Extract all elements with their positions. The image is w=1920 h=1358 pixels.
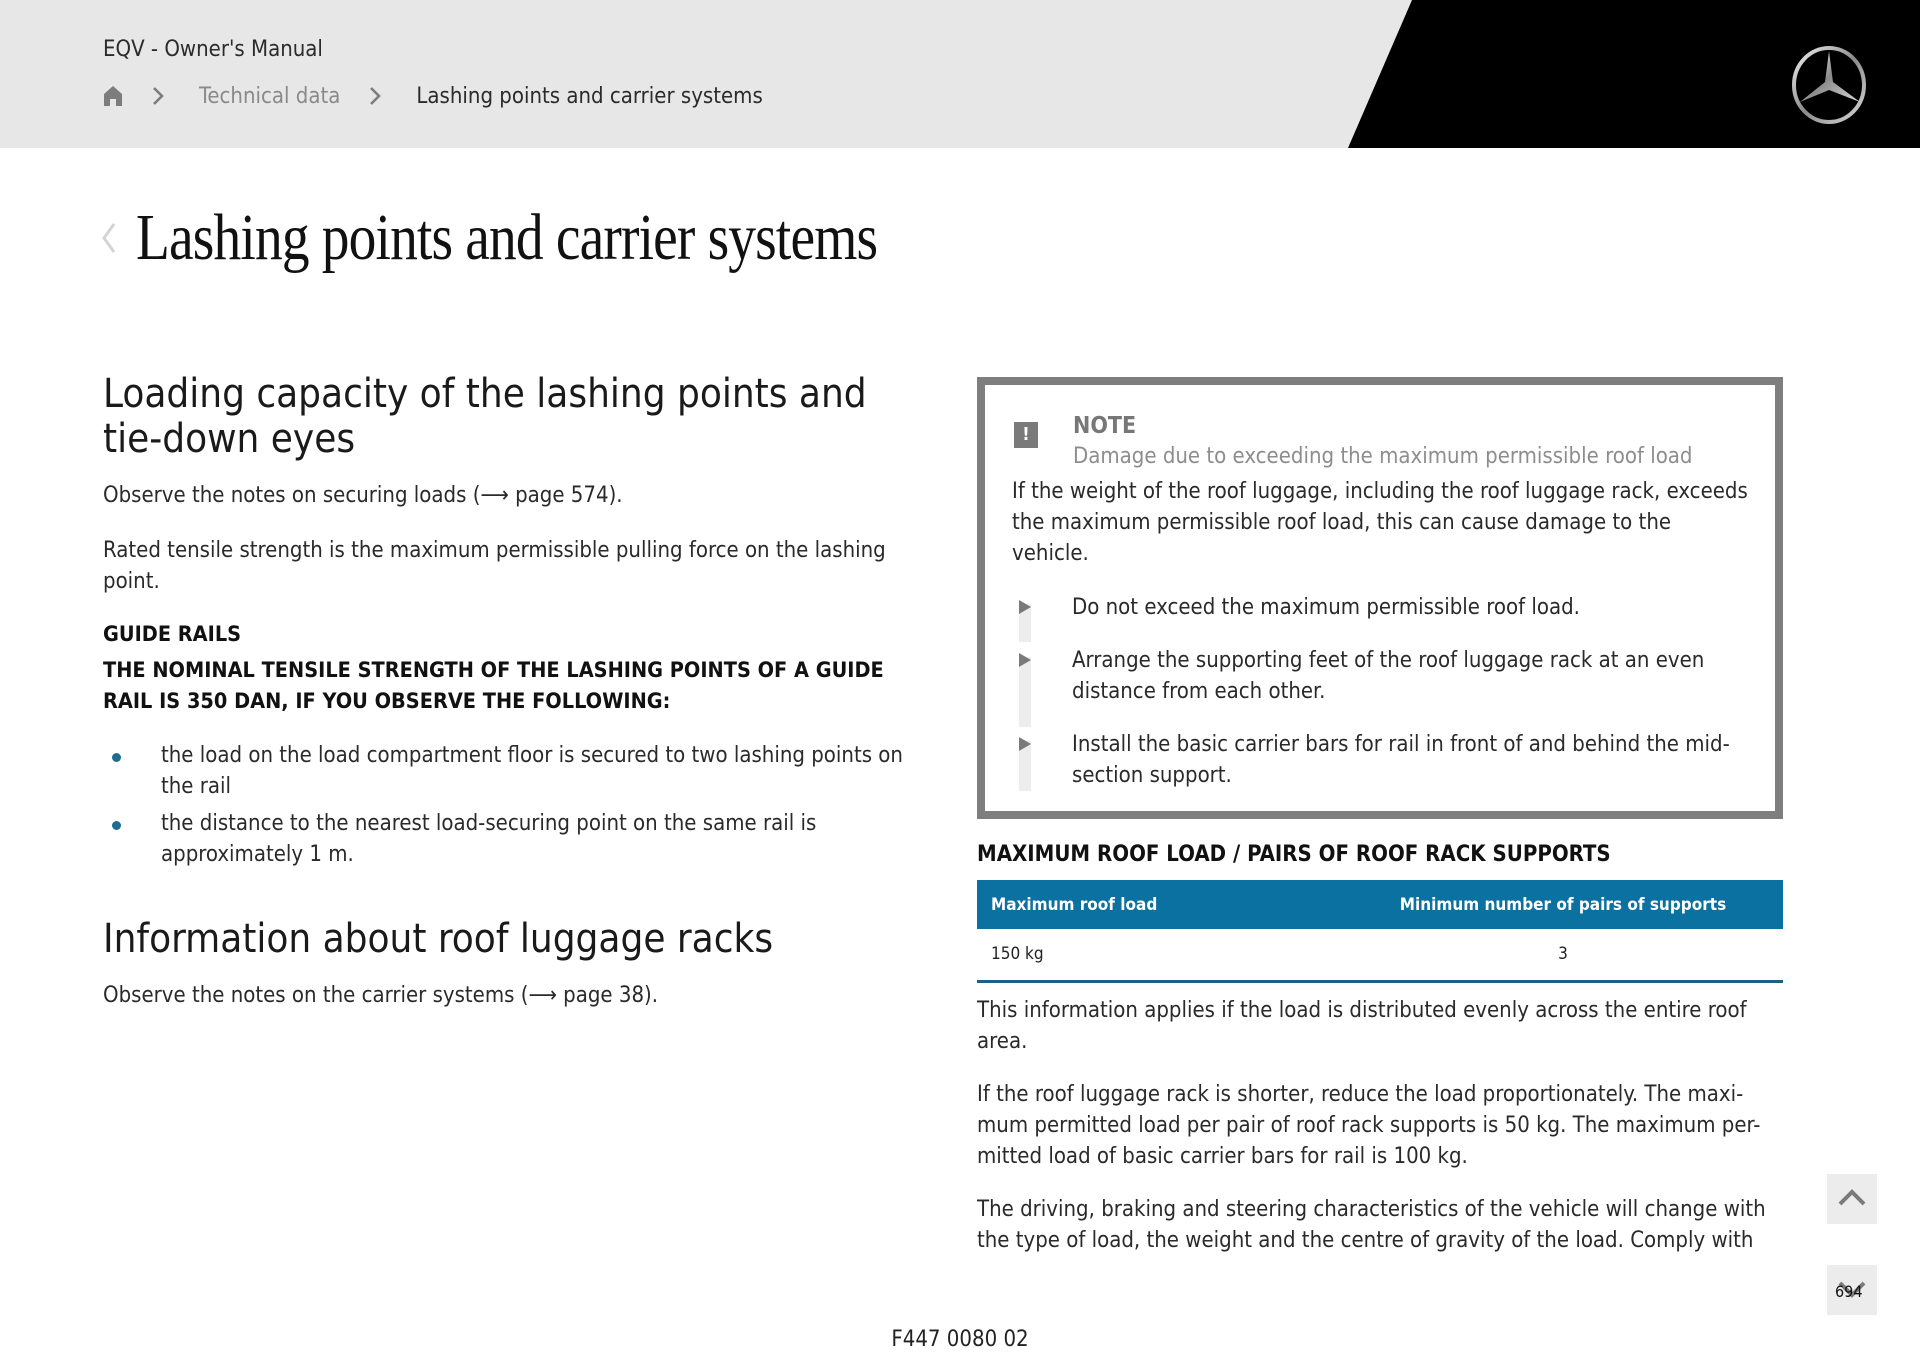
- left-column: [103, 372, 903, 1011]
- note-subtitle: Damage due to exceeding the maximum permissible roof load: [1073, 444, 1693, 469]
- step-text: Install the basic carrier bars for rail in front of and behind the mid-section support.: [1072, 732, 1730, 788]
- roof-table-title: MAXIMUM ROOF LOAD / PAIRS OF ROOF RACK SUPPORTS: [977, 842, 1611, 867]
- note-box: [977, 377, 1783, 819]
- page-title: Lashing points and carrier systems: [136, 201, 878, 274]
- breadcrumb-technical-data[interactable]: Technical data: [199, 83, 341, 109]
- table-row: [977, 929, 1783, 981]
- scroll-up-button[interactable]: [1827, 1174, 1877, 1224]
- roof-load-table: [977, 880, 1783, 983]
- chevron-right-icon: [151, 86, 165, 106]
- step-text: Do not exceed the maximum permissible roof load.: [1072, 595, 1580, 620]
- heading-line: tie-down eyes: [103, 416, 356, 462]
- table-cell: 150 kg: [977, 929, 1343, 981]
- warning-icon: !: [1014, 422, 1038, 448]
- breadcrumb: [103, 80, 763, 112]
- home-icon[interactable]: [103, 85, 123, 107]
- conditions-list: [103, 740, 903, 870]
- column-header: Maximum roof load: [977, 880, 1343, 929]
- tensile-strength-definition: Rated tensile strength is the maximum permissible pulling force on the lashing point.: [103, 538, 886, 594]
- carrier-systems-link-text[interactable]: Observe the notes on the carrier systems (⟶ page 38).: [103, 983, 659, 1008]
- step-bar: [1019, 657, 1031, 727]
- section-heading-loading-capacity: [103, 372, 903, 462]
- chevron-up-icon: [1827, 1174, 1877, 1224]
- column-header: Minimum number of pairs of supports: [1343, 880, 1783, 929]
- step-item: [1012, 592, 1772, 623]
- header-bar: [0, 0, 1920, 148]
- note-label: NOTE: [1073, 413, 1137, 439]
- chevron-right-icon: [368, 86, 382, 106]
- play-triangle-icon: [1019, 600, 1031, 614]
- chevron-left-icon[interactable]: [100, 218, 118, 258]
- table-cell: 3: [1343, 929, 1783, 981]
- note-body: If the weight of the roof luggage, including the roof luggage rack, exceeds the maximum permissible roof load, this can cause damage to the vehicle.: [1012, 479, 1748, 566]
- document-code: F447 0080 02: [891, 1327, 1029, 1352]
- roof-load-explanation: [977, 995, 1783, 1278]
- list-item: [103, 740, 903, 802]
- list-item-text: the distance to the nearest load-securing point on the same rail is approximately 1 m.: [161, 811, 817, 867]
- manual-title: EQV - Owner's Manual: [103, 37, 323, 62]
- note-steps: [1012, 592, 1772, 813]
- heading-line: Loading capacity of the lashing points and: [103, 371, 867, 417]
- mercedes-star-logo[interactable]: [1790, 46, 1868, 124]
- paragraph: This information applies if the load is distributed evenly across the entire roof area.: [977, 998, 1747, 1054]
- page-title-row: [100, 200, 1018, 276]
- section-heading-roof-racks: Information about roof luggage racks: [103, 916, 774, 962]
- breadcrumb-current: Lashing points and carrier systems: [416, 83, 763, 109]
- list-item: [103, 808, 903, 870]
- paragraph: If the roof luggage rack is shorter, reduce the load proportionately. The maxi-mum permitted load per pair of roof rack supports is 50 kg. The maximum per-mitted load of basic carrier bars for rail is 100 kg.: [977, 1082, 1761, 1169]
- step-item: [1012, 645, 1772, 707]
- step-text: Arrange the supporting feet of the roof luggage rack at an even distance from each other.: [1072, 648, 1705, 704]
- list-item-text: the load on the load compartment floor is secured to two lashing points on the rail: [161, 743, 903, 799]
- step-item: [1012, 729, 1772, 791]
- play-triangle-icon: [1019, 653, 1031, 667]
- paragraph: The driving, braking and steering characteristics of the vehicle will change with the type of load, the weight and the centre of gravity of the load. Comply with: [977, 1197, 1766, 1253]
- page-number: 694: [1835, 1282, 1863, 1301]
- securing-loads-link-text[interactable]: Observe the notes on securing loads (⟶ page 574).: [103, 483, 623, 508]
- bullet-icon: [112, 753, 121, 762]
- nominal-strength-statement: THE NOMINAL TENSILE STRENGTH OF THE LASHING POINTS OF A GUIDE RAIL IS 350 DAN, IF YOU OBSERVE THE FOLLOWING:: [103, 658, 884, 714]
- guide-rails-subheading: GUIDE RAILS: [103, 622, 242, 647]
- bullet-icon: [112, 821, 121, 830]
- play-triangle-icon: [1019, 737, 1031, 751]
- table-header-row: [977, 880, 1783, 929]
